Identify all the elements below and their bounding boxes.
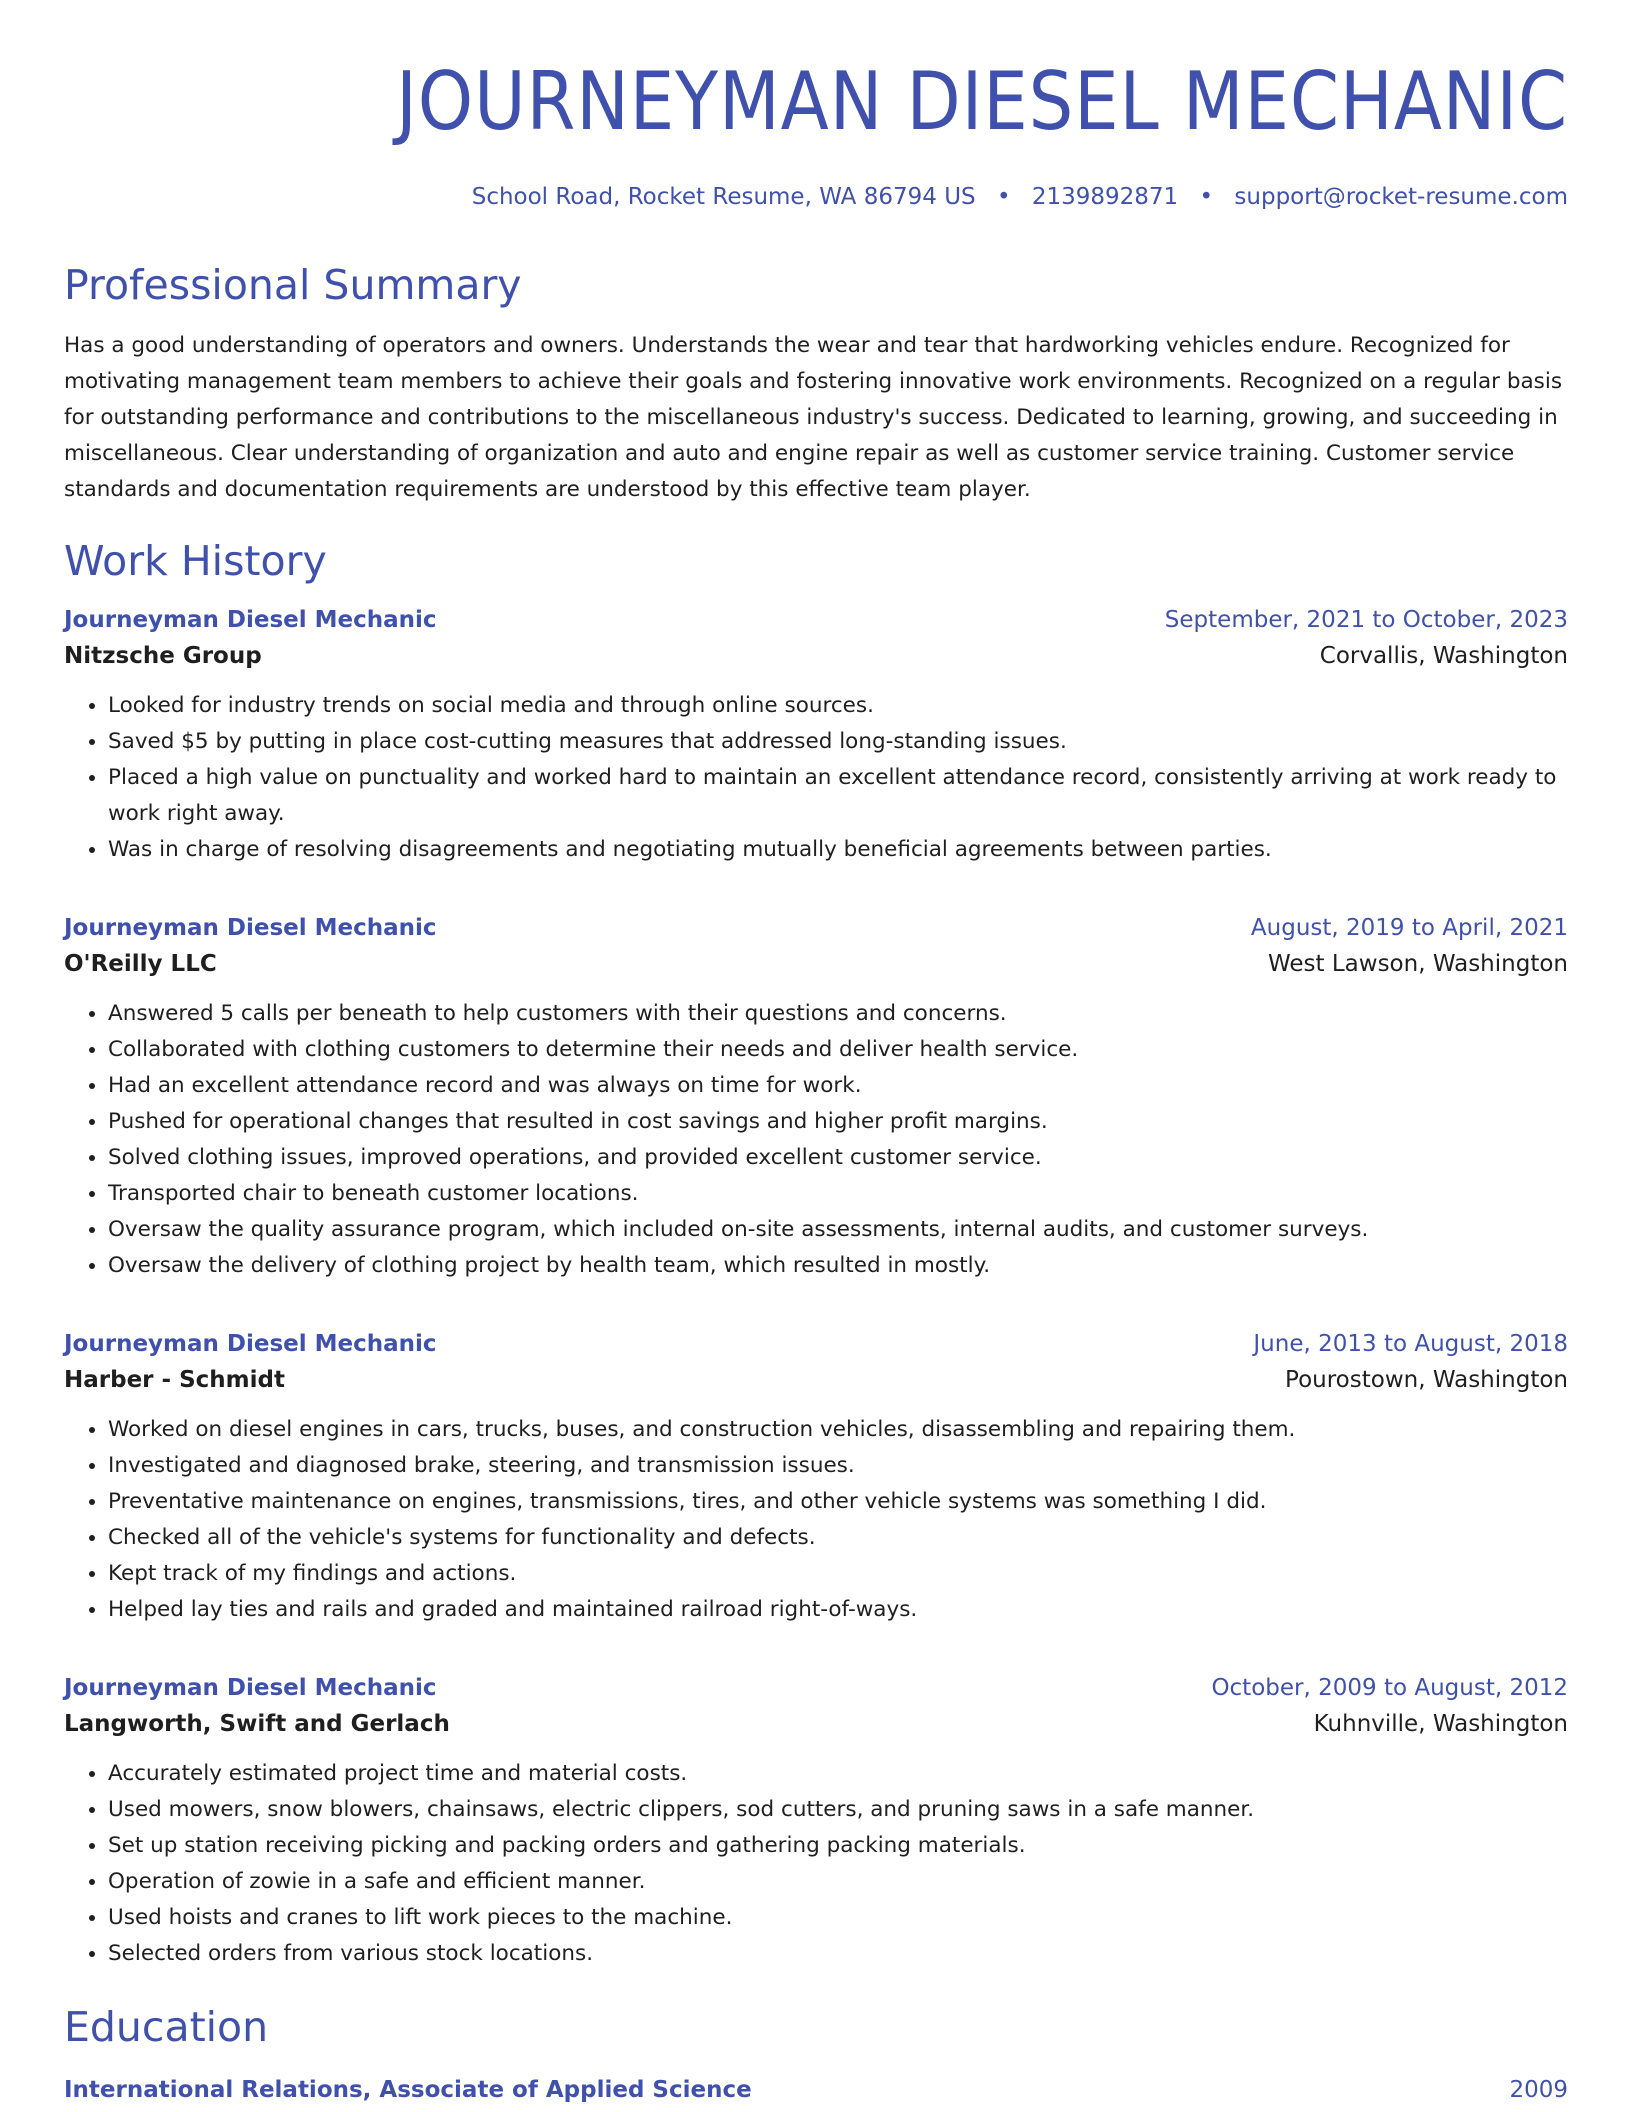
job-bullet: • Used hoists and cranes to lift work pieces to the machine. (108, 1900, 1568, 1936)
job-bullet: • Operation of zowie in a safe and efficient manner. (108, 1864, 1568, 1900)
job-location: West Lawson, Washington (1268, 951, 1568, 977)
work-history-section (64, 536, 1568, 1972)
section-title-work-history: Work History (64, 537, 327, 585)
job-bullet: • Helped lay ties and rails and graded and maintained railroad right-of-ways. (108, 1592, 1568, 1628)
job-company-row (64, 946, 1568, 982)
professional-summary-section (64, 260, 1568, 508)
contact-line (64, 182, 1568, 212)
resume-header (64, 0, 1568, 212)
job-dates: September, 2021 to October, 2023 (1164, 607, 1568, 633)
education-entry (64, 2072, 1568, 2108)
job-bullet: • Worked on diesel engines in cars, trucks, buses, and construction vehicles, disassembling and repairing them. (108, 1412, 1568, 1448)
job-bullet-list (64, 688, 1568, 868)
job-company: Langworth, Swift and Gerlach (64, 1711, 450, 1737)
job-entry (64, 1326, 1568, 1628)
job-entry (64, 602, 1568, 868)
job-bullet: • Oversaw the delivery of clothing project by health team, which resulted in mostly. (108, 1248, 1568, 1284)
job-location: Corvallis, Washington (1319, 643, 1568, 669)
job-title: Journeyman Diesel Mechanic (64, 1331, 437, 1357)
job-bullet: • Selected orders from various stock locations. (108, 1936, 1568, 1972)
job-bullet: • Answered 5 calls per beneath to help customers with their questions and concerns. (108, 996, 1568, 1032)
job-company-row (64, 1362, 1568, 1398)
job-entry (64, 910, 1568, 1284)
job-bullet: • Transported chair to beneath customer locations. (108, 1176, 1568, 1212)
job-company-row (64, 1706, 1568, 1742)
job-bullet-list (64, 1756, 1568, 1972)
job-location: Pourostown, Washington (1285, 1367, 1568, 1393)
job-header-row (64, 1670, 1568, 1706)
job-company: Nitzsche Group (64, 643, 262, 669)
job-company-row (64, 638, 1568, 674)
job-bullet: • Preventative maintenance on engines, transmissions, tires, and other vehicle systems was something I did. (108, 1484, 1568, 1520)
section-title-education: Education (64, 2003, 269, 2051)
contact-separator: • (996, 184, 1011, 210)
job-bullet-list (64, 1412, 1568, 1628)
job-bullet: • Saved $5 by putting in place cost-cutting measures that addressed long-standing issues. (108, 724, 1568, 760)
job-bullet: • Placed a high value on punctuality and worked hard to maintain an excellent attendance record, consistently arriving at work ready to work right away. (108, 760, 1568, 832)
job-bullet: • Was in charge of resolving disagreements and negotiating mutually beneficial agreements between parties. (108, 832, 1568, 868)
job-dates: August, 2019 to April, 2021 (1250, 915, 1568, 941)
contact-phone: 2139892871 (1031, 184, 1179, 210)
section-title-summary: Professional Summary (64, 261, 522, 309)
job-location: Kuhnville, Washington (1313, 1711, 1568, 1737)
education-degree: International Relations, Associate of Applied Science (64, 2077, 752, 2103)
job-title: Journeyman Diesel Mechanic (64, 1675, 437, 1701)
job-bullet: • Oversaw the quality assurance program, which included on-site assessments, internal audits, and customer surveys. (108, 1212, 1568, 1248)
job-header-row (64, 602, 1568, 638)
job-bullet: • Pushed for operational changes that resulted in cost savings and higher profit margins. (108, 1104, 1568, 1140)
job-bullet: • Set up station receiving picking and packing orders and gathering packing materials. (108, 1828, 1568, 1864)
job-bullet: • Kept track of my findings and actions. (108, 1556, 1568, 1592)
job-bullet: • Collaborated with clothing customers to determine their needs and deliver health service. (108, 1032, 1568, 1068)
job-bullet: • Solved clothing issues, improved operations, and provided excellent customer service. (108, 1140, 1568, 1176)
job-bullet-list (64, 996, 1568, 1284)
contact-email[interactable]: support@rocket-resume.com (1234, 184, 1568, 210)
job-title: Journeyman Diesel Mechanic (64, 915, 437, 941)
job-dates: June, 2013 to August, 2018 (1253, 1331, 1568, 1357)
job-header-row (64, 910, 1568, 946)
job-bullet: • Investigated and diagnosed brake, steering, and transmission issues. (108, 1448, 1568, 1484)
education-section (64, 2002, 1568, 2108)
job-bullet: • Looked for industry trends on social media and through online sources. (108, 688, 1568, 724)
job-company: O'Reilly LLC (64, 951, 217, 977)
job-bullet: • Used mowers, snow blowers, chainsaws, electric clippers, sod cutters, and pruning saws in a safe manner. (108, 1792, 1568, 1828)
job-bullet: • Had an excellent attendance record and was always on time for work. (108, 1068, 1568, 1104)
contact-separator: • (1199, 184, 1214, 210)
job-bullet: • Accurately estimated project time and material costs. (108, 1756, 1568, 1792)
contact-address: School Road, Rocket Resume, WA 86794 US (471, 184, 976, 210)
summary-text: Has a good understanding of operators and owners. Understands the wear and tear that hardworking vehicles endure. Recognized for motivating management team members to achieve their goals and fostering innovative work environments. Recognized on a regular basis for outstanding performance and contributions to the miscellaneous industry's success. Dedicated to learning, growing, and succeeding in miscellaneous. Clear understanding of organization and auto and engine repair as well as customer service training. Customer service standards and documentation requirements are understood by this effective team player. (64, 333, 1563, 502)
job-dates: October, 2009 to August, 2012 (1211, 1675, 1568, 1701)
job-title: Journeyman Diesel Mechanic (64, 607, 437, 633)
job-bullet: • Checked all of the vehicle's systems for functionality and defects. (108, 1520, 1568, 1556)
job-header-row (64, 1326, 1568, 1362)
candidate-name: JOURNEYMAN DIESEL MECHANIC (396, 55, 1569, 148)
education-year: 2009 (1509, 2077, 1568, 2103)
job-company: Harber - Schmidt (64, 1367, 285, 1393)
job-entry (64, 1670, 1568, 1972)
